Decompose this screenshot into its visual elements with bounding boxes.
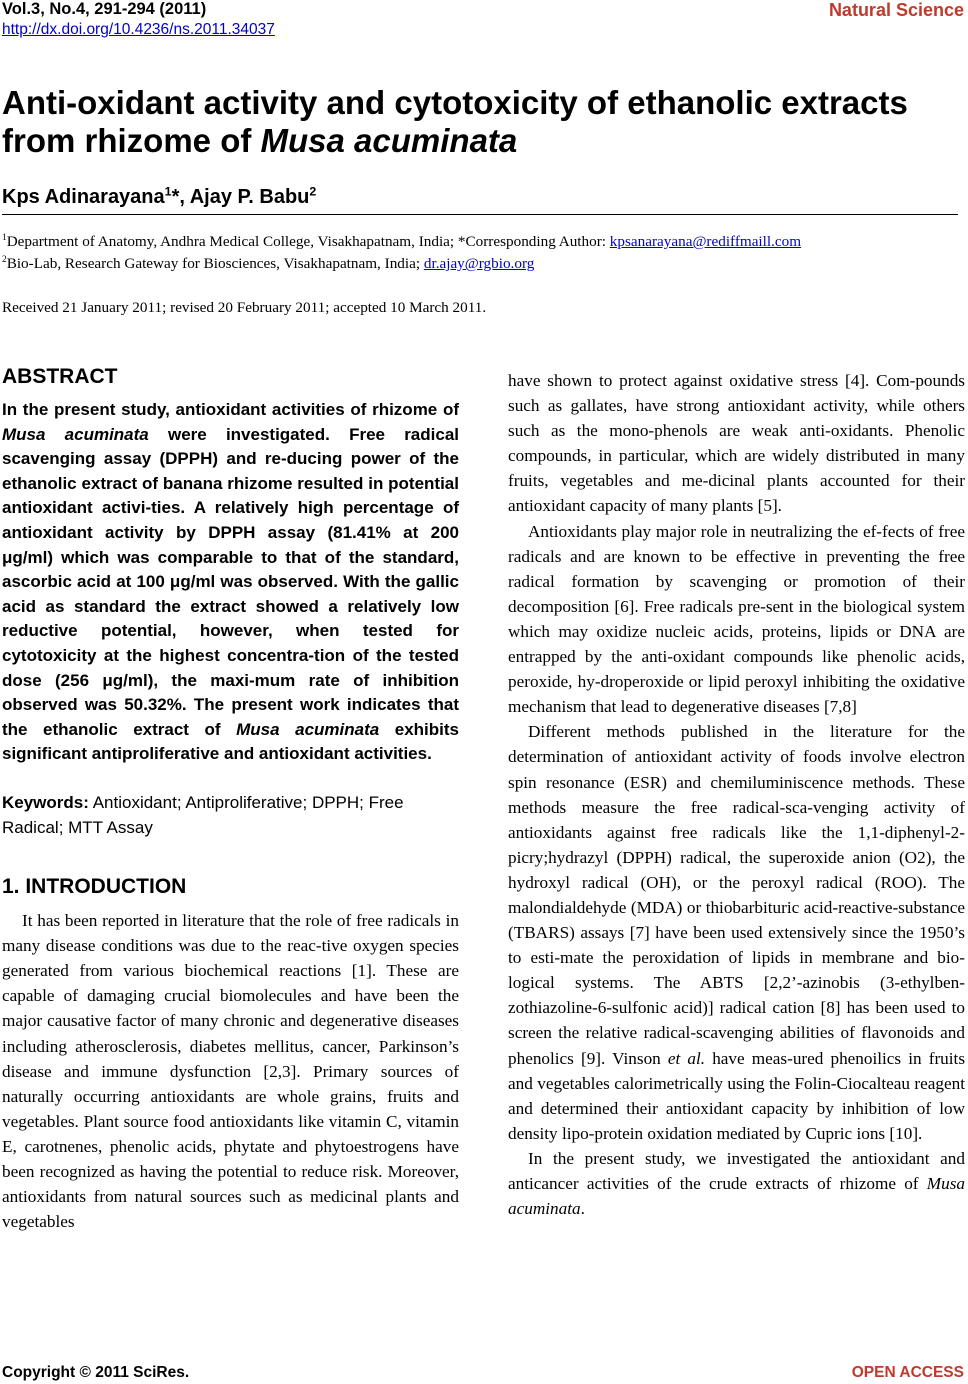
abstract-part-1: In the present study, antioxidant activities of rhizome of [2,400,459,419]
corresponding-email-link[interactable]: kpsanarayana@rediffmaill.com [609,233,802,250]
keywords [2,791,459,840]
intro-paragraph-1-continued: have shown to protect against oxidative stress [4]. Com-pounds such as gallates, have strong antioxidant activity, while others such as the mono-phenols are weak anti-oxidants. Phenolic compounds, in particular, which are widely distributed in many fruits, vegetables and me-dicinal plants accounted for their antioxidant capacity of many plants [5]. [508,371,965,516]
intro-p3-part-b: have meas-ured phenoilics in fruits and vegetables calorimetrically using the Folin-Ciocalteau reagent and determined their antioxidant capacity by inhibition of low density lipo-protein oxidation mediated by Cupric ions [10]. [508,1048,966,1143]
title-species: Musa acuminata [260,122,518,159]
intro-paragraph-3 [508,719,965,1146]
aff-1-text: Department of Anatomy, Andhra Medical College, Visakhapatnam, India; *Corresponding Author: [6,233,610,250]
copyright-notice: Copyright © 2011 SciRes. [2,1364,190,1381]
intro-p4-species: Musa acuminata [508,1174,965,1219]
journal-name: Natural Science [828,0,964,20]
intro-p4-part-b: . [580,1199,585,1219]
title-plain: Anti-oxidant activity and cytotoxicity of ethanolic extracts from rhizome of [2,84,908,159]
open-access-label: OPEN ACCESS [851,1364,964,1381]
author-divider [2,214,958,215]
keywords-label: Keywords: [2,792,89,812]
paper-title [2,84,942,160]
left-column [2,364,459,1234]
intro-paragraph-4 [508,1146,965,1221]
volume-info: Vol.3, No.4, 291-294 (2011) [2,0,207,18]
author-2-name: Ajay P. Babu [189,186,310,208]
author-1-name: Kps Adinarayana [2,186,165,208]
intro-paragraph-2: Antioxidants play major role in neutralizing the ef-fects of free radicals and are known to be effective in preventing the free radical formation by scavenging or promotion of their decomposition [6]. Free radicals pre-sent in the biological system which may oxidize nucleic acids, proteins, lipids or DNA are entrapped by the anti-oxidant compounds like phenolic acids, peroxide, hy-droperoxide or lipid peroxyl inhibiting the oxidative mechanism that lead to degenerative diseases [7,8] [508,521,965,717]
abstract-part-3: exhibits significant antiproliferative and antioxidant activities. [2,719,460,764]
author-2-sup: 2 [309,184,317,199]
author-1-mark: *, [171,186,190,208]
affiliation-2 [2,255,534,273]
author-2-email-link[interactable]: dr.ajay@rgbio.org [423,255,535,272]
aff-2-sup: 2 [2,254,7,265]
affiliation-1 [2,233,801,251]
author-1-sup: 1 [164,184,172,199]
aff-2-text: Bio-Lab, Research Gateway for Biosciences, Visakhapatnam, India; [6,255,424,272]
received-dates: Received 21 January 2011; revised 20 February 2011; accepted 10 March 2011. [2,299,487,316]
intro-p3-etal: et al. [667,1048,706,1068]
abstract-species-2: Musa acuminata [236,719,380,739]
intro-paragraph-1: It has been reported in literature that the role of free radicals in many disease conditions was due to the reac-tive oxygen species generated from various biochemical reactions [1]. These are capable of damaging crucial biomolecules and have been the major causative factor of many chronic and degenerative diseases including atherosclerosis, diabetes mellitus, cancer, Parkinson’s disease and immune dysfunction [2,3]. Primary sources of naturally occurring antioxidants are whole grains, fruits and vegetables. Plant source food antioxidants like vitamin C, vitamin E, carotnenes, phenolic acids, phytate and phytoestrogens have been recognized as having the potential to reduce risk. Moreover, antioxidants from natural sources such as medicinal plants and vegetables [2,911,459,1232]
keywords-list: Antioxidant; Antiproliferative; DPPH; Free Radical; MTT Assay [2,792,404,837]
intro-p4-part-a: In the present study, we investigated the antioxidant and anticancer activities of the crude extracts of rhizome of [508,1148,965,1193]
abstract-part-2: were investigated. Free radical scavenging assay (DPPH) and re-ducing power of the ethanolic extract of banana rhizome resulted in potential antioxidant activi-ties. A relatively high percentage of antioxidant activity by DPPH assay (81.41% at 200 μg/ml) which was comparable to that of the standard, ascorbic acid at 100 μg/ml was observed. With the gallic acid as standard the extract showed a relatively low reductive potential, however, when tested for cytotoxicity at the highest concentra-tion of the tested dose (256 μg/ml), the maxi-mum rate of inhibition observed was 50.32%. The present work indicates that the ethanolic extract of [2,424,460,739]
abstract-species-1: Musa acuminata [2,424,149,444]
author-line [2,186,316,209]
right-column [508,368,965,1221]
abstract-body [2,398,459,767]
intro-p3-part-a: Different methods published in the literature for the determination of antioxidant activity of foods involve electron spin resonance (ESR) and chemiluminiscence methods. These methods measure the free radical-sca-venging activity of antioxidants against free radicals like the 1,1-diphenyl-2-picry;hydrazyl (DPPH) radical, the superoxide anion (O2), the hydroxyl radical (OH), or the peroxyl radical (ROO). The malondialdehyde (MDA) or thiobarbituric acid-reactive-substance (TBARS) assays [7] have been used extensively since the 1950’s to esti-mate the peroxidation of lipids in membrane and bio-logical systems. The ABTS [2,2’-azinobis (3-ethylben-zothiazoline-6-sulfonic acid)] radical cation [8] has been used to screen the relative radical-scavenging abilities of flavonoids and phenolics [9]. Vinson [508,722,965,1068]
abstract-heading: ABSTRACT [2,365,118,388]
aff-1-sup: 1 [2,232,7,243]
doi-link[interactable]: http://dx.doi.org/10.4236/ns.2011.34037 [2,21,275,38]
introduction-heading: 1. INTRODUCTION [2,875,187,899]
